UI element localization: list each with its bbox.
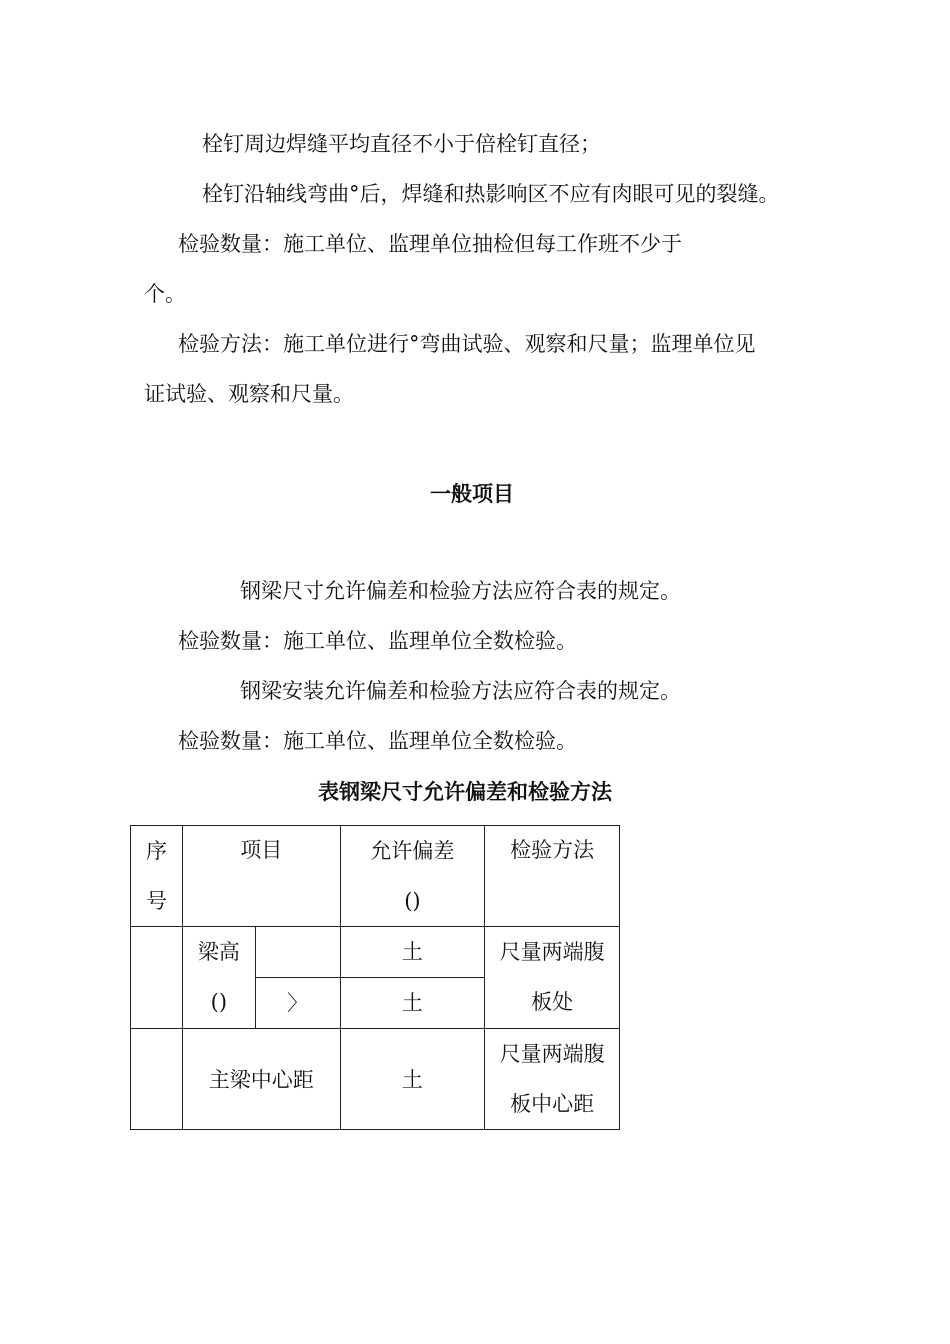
header-tolerance: [340, 826, 485, 927]
header-item: [182, 826, 340, 927]
row1-sub1: [255, 927, 340, 978]
header-seq: [131, 826, 183, 927]
row2-method: [485, 1029, 620, 1130]
row1-method-line1: 尺量两端腹: [499, 940, 605, 964]
paragraph-inspection-method-line1: 检验方法：施工单位进行°弯曲试验、观察和尺量；监理单位见: [178, 332, 756, 356]
row2-tolerance: [340, 1029, 485, 1130]
header-method: [485, 826, 620, 927]
row2-item: [182, 1029, 340, 1130]
paragraph-inspection-quantity-line2: 个。: [144, 282, 186, 306]
header-tolerance-line2: (): [404, 889, 421, 913]
row2-item-label: 主梁中心距: [208, 1068, 314, 1092]
paragraph-beam-dimension-rule: 钢梁尺寸允许偏差和检验方法应符合表的规定。: [240, 579, 681, 603]
tolerance-table: [130, 825, 620, 1130]
row1-method: [485, 927, 620, 1029]
table-title: 表钢梁尺寸允许偏差和检验方法: [318, 779, 612, 804]
header-tolerance-line1: 允许偏差: [370, 839, 455, 863]
row1-seq: [131, 927, 183, 1029]
row2-tolerance-value: 土: [401, 1068, 423, 1092]
header-method-label: 检验方法: [510, 838, 595, 862]
row2-method-line2: 板中心距: [510, 1092, 595, 1116]
row2-seq: [131, 1029, 183, 1130]
row1-item-line1: 梁高: [197, 940, 240, 964]
row1-tolerance1: 土: [340, 927, 485, 978]
paragraph-stud-bend: 栓钉沿轴线弯曲°后，焊缝和热影响区不应有肉眼可见的裂缝。: [202, 182, 780, 206]
paragraph-beam-install-quantity: 检验数量：施工单位、监理单位全数检验。: [178, 729, 577, 753]
row1-item-line2: (): [210, 990, 228, 1014]
row1-sub2: 〉: [255, 978, 340, 1029]
paragraph-inspection-method-line2: 证试验、观察和尺量。: [144, 382, 354, 406]
paragraph-beam-dimension-quantity: 检验数量：施工单位、监理单位全数检验。: [178, 629, 577, 653]
table-header-row: [131, 826, 620, 927]
row1-method-line2: 板处: [531, 990, 574, 1014]
table-row: [131, 927, 620, 978]
row1-tolerance2: 土: [340, 978, 485, 1029]
table-row: [131, 1029, 620, 1130]
paragraph-stud-weld-diameter: 栓钉周边焊缝平均直径不小于倍栓钉直径；: [202, 132, 601, 156]
header-item-label: 项目: [240, 838, 283, 862]
paragraph-inspection-quantity-line1: 检验数量：施工单位、监理单位抽检但每工作班不少于: [178, 232, 682, 256]
header-seq-line2: 号: [145, 889, 167, 913]
section-heading: 一般项目: [430, 481, 514, 506]
row1-item: [182, 927, 255, 1029]
paragraph-beam-install-rule: 钢梁安装允许偏差和检验方法应符合表的规定。: [240, 679, 681, 703]
row2-method-line1: 尺量两端腹: [499, 1042, 605, 1066]
header-seq-line1: 序: [145, 839, 167, 863]
